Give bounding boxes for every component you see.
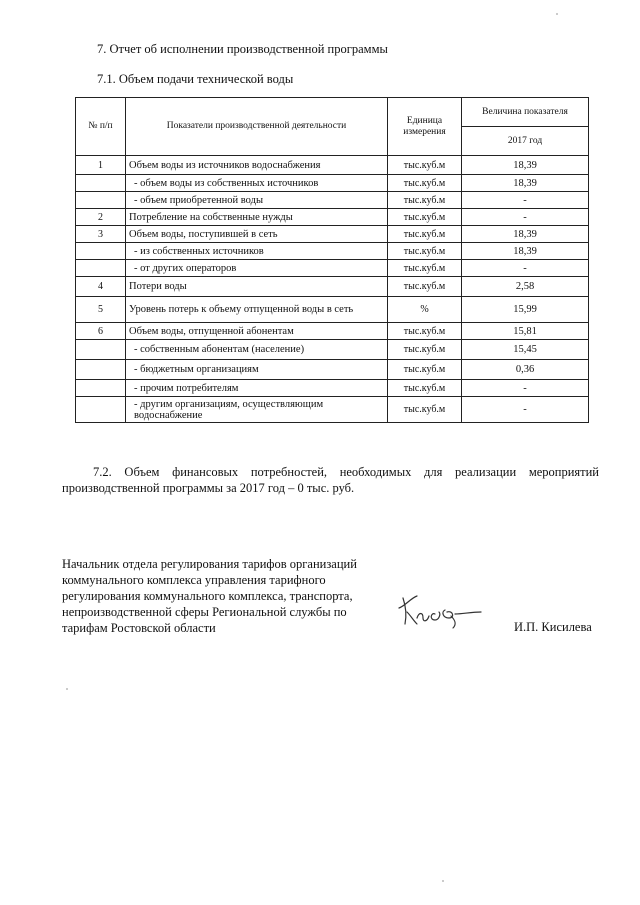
row-indicator: - от других операторов bbox=[126, 260, 388, 277]
row-number bbox=[76, 243, 126, 260]
scan-speck bbox=[442, 880, 444, 882]
row-indicator: Потребление на собственные нужды bbox=[126, 209, 388, 226]
signatory-name: И.П. Кисилева bbox=[514, 620, 592, 634]
row-number bbox=[76, 340, 126, 360]
row-value: 15,45 bbox=[462, 340, 589, 360]
subsection-heading: 7.1. Объем подачи технической воды bbox=[97, 72, 294, 86]
row-indicator: Уровень потерь к объему отпущенной воды в сеть bbox=[126, 297, 388, 323]
row-value: - bbox=[462, 260, 589, 277]
row-indicator: - объем воды из собственных источников bbox=[126, 175, 388, 192]
financial-needs-paragraph: 7.2. Объем финансовых потребностей, необходимых для реализации мероприятий производственной программы за 2017 год – 0 тыс. руб. bbox=[62, 465, 599, 495]
row-unit: тыс.куб.м bbox=[388, 380, 462, 397]
table-row bbox=[76, 323, 589, 340]
row-indicator: Потери воды bbox=[126, 277, 388, 297]
row-number bbox=[76, 397, 126, 423]
row-value: 18,39 bbox=[462, 243, 589, 260]
row-number bbox=[76, 380, 126, 397]
table-row bbox=[76, 380, 589, 397]
row-value: 15,99 bbox=[462, 297, 589, 323]
row-unit: тыс.куб.м bbox=[388, 226, 462, 243]
row-number bbox=[76, 192, 126, 209]
handwritten-signature bbox=[395, 590, 485, 630]
table-row bbox=[76, 340, 589, 360]
row-value: 0,36 bbox=[462, 360, 589, 380]
table-row bbox=[76, 360, 589, 380]
table-row bbox=[76, 297, 589, 323]
row-indicator: - прочим потребителям bbox=[126, 380, 388, 397]
header-value: Величина показателя bbox=[462, 98, 589, 127]
row-indicator: Объем воды из источников водоснабжения bbox=[126, 156, 388, 175]
row-unit: тыс.куб.м bbox=[388, 360, 462, 380]
row-indicator: - бюджетным организациям bbox=[126, 360, 388, 380]
scan-speck bbox=[556, 13, 558, 15]
signatory-position: Начальник отдела регулирования тарифов организаций коммунального комплекса управления тарифного регулирования коммунального комплекса, транспорта, непроизводственной сферы Региональной службы по тарифам Ростовской области bbox=[62, 557, 357, 635]
row-indicator: - собственным абонентам (население) bbox=[126, 340, 388, 360]
row-unit: тыс.куб.м bbox=[388, 192, 462, 209]
row-indicator: - другим организациям, осуществляющим водоснабжение bbox=[126, 397, 388, 423]
table-row bbox=[76, 156, 589, 175]
table-row bbox=[76, 260, 589, 277]
row-unit: тыс.куб.м bbox=[388, 175, 462, 192]
row-number: 5 bbox=[76, 297, 126, 323]
row-number: 3 bbox=[76, 226, 126, 243]
row-number bbox=[76, 260, 126, 277]
table-row bbox=[76, 209, 589, 226]
row-number: 2 bbox=[76, 209, 126, 226]
row-unit: тыс.куб.м bbox=[388, 260, 462, 277]
table-row bbox=[76, 192, 589, 209]
row-number bbox=[76, 360, 126, 380]
row-value: - bbox=[462, 397, 589, 423]
header-indicator: Показатели производственной деятельности bbox=[126, 98, 388, 156]
row-value: - bbox=[462, 209, 589, 226]
table-row bbox=[76, 243, 589, 260]
table-row bbox=[76, 175, 589, 192]
row-indicator: Объем воды, отпущенной абонентам bbox=[126, 323, 388, 340]
header-num: № п/п bbox=[76, 98, 126, 156]
row-indicator: Объем воды, поступившей в сеть bbox=[126, 226, 388, 243]
row-unit: % bbox=[388, 297, 462, 323]
row-number bbox=[76, 175, 126, 192]
scan-speck bbox=[66, 688, 68, 690]
row-unit: тыс.куб.м bbox=[388, 277, 462, 297]
row-value: 15,81 bbox=[462, 323, 589, 340]
row-number: 1 bbox=[76, 156, 126, 175]
table-row bbox=[76, 277, 589, 297]
section-heading: 7. Отчет об исполнении производственной программы bbox=[97, 42, 388, 56]
row-unit: тыс.куб.м bbox=[388, 397, 462, 423]
row-value: 2,58 bbox=[462, 277, 589, 297]
row-unit: тыс.куб.м bbox=[388, 243, 462, 260]
row-indicator: - из собственных источников bbox=[126, 243, 388, 260]
row-value: 18,39 bbox=[462, 156, 589, 175]
water-supply-table bbox=[75, 97, 589, 423]
row-value: 18,39 bbox=[462, 175, 589, 192]
row-value: - bbox=[462, 380, 589, 397]
row-unit: тыс.куб.м bbox=[388, 156, 462, 175]
row-number: 6 bbox=[76, 323, 126, 340]
row-unit: тыс.куб.м bbox=[388, 209, 462, 226]
row-unit: тыс.куб.м bbox=[388, 340, 462, 360]
row-number: 4 bbox=[76, 277, 126, 297]
row-value: - bbox=[462, 192, 589, 209]
row-indicator: - объем приобретенной воды bbox=[126, 192, 388, 209]
row-value: 18,39 bbox=[462, 226, 589, 243]
row-unit: тыс.куб.м bbox=[388, 323, 462, 340]
header-unit: Единица измерения bbox=[388, 98, 462, 156]
header-year: 2017 год bbox=[462, 127, 589, 156]
table-row bbox=[76, 397, 589, 423]
table-row bbox=[76, 226, 589, 243]
